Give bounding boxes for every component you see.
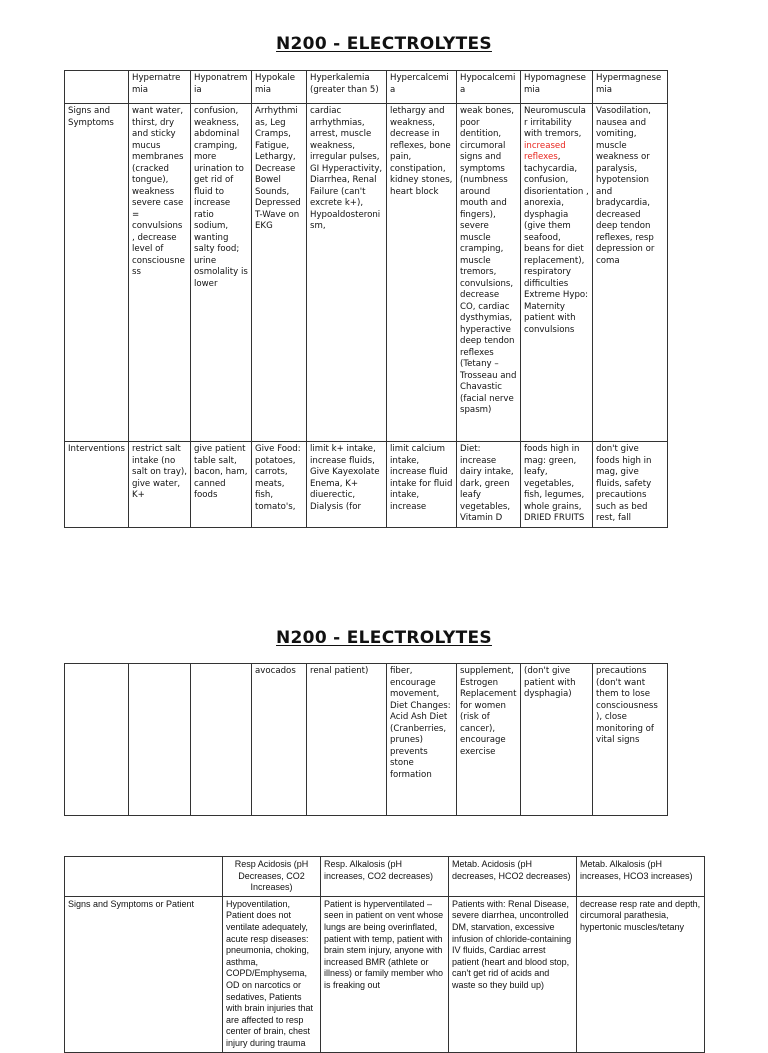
header-cell: Hypomagnesemia (521, 71, 593, 104)
row-label: Signs and Symptoms or Patient (65, 896, 223, 1052)
table-cell: Patient is hyperventilated – seen in patient on vent whose lungs are being overinflated, patient with temp, patient with brain stem injury, anyone with increased BMR (athlete or illness) or family member who is freaking out (321, 896, 449, 1052)
header-row (65, 71, 668, 104)
header-cell (65, 71, 129, 104)
acid-base-table (64, 856, 705, 1053)
header-cell: Metab. Acidosis (pH decreases, HCO2 decreases) (449, 857, 577, 897)
table-cell: Patients with: Renal Disease, severe diarrhea, uncontrolled DM, starvation, excessive infusion of chloride-containing IV fluids, Cardiac arrest patient (heart and blood stop, can't get rid of acids and waste so they build up) (449, 896, 577, 1052)
table-cell: Diet: increase dairy intake, dark, green leafy vegetables, Vitamin D (457, 442, 521, 528)
table-cell (191, 664, 252, 816)
row-label: Interventions (65, 442, 129, 528)
table-cell: restrict salt intake (no salt on tray), give water, K+ (129, 442, 191, 528)
electrolytes-table-continued (64, 663, 668, 816)
header-cell: Hypercalcemia (387, 71, 457, 104)
table-cell: fiber, encourage movement, Diet Changes: Acid Ash Diet (Cranberries, prunes) prevents stone formation (387, 664, 457, 816)
table-cell (521, 104, 593, 442)
table-cell: (don't give patient with dysphagia) (521, 664, 593, 816)
header-cell (65, 857, 223, 897)
header-cell: Resp Acidosis (pH Decreases, CO2 Increases) (223, 857, 321, 897)
table-cell: Give Food: potatoes, carrots, meats, fish, tomato's, (252, 442, 307, 528)
table-cell: limit k+ intake, increase fluids, Give Kayexolate Enema, K+ diuerectic, Dialysis (for (307, 442, 387, 528)
header-cell: Metab. Alkalosis (pH increases, HCO3 increases) (577, 857, 705, 897)
table-cell (65, 664, 129, 816)
table-cell: foods high in mag: green, leafy, vegetables, fish, legumes, whole grains, DRIED FRUITS (521, 442, 593, 528)
table-cell: give patient table salt, bacon, ham, canned foods (191, 442, 252, 528)
row-label: Signs and Symptoms (65, 104, 129, 442)
table-cell: decrease resp rate and depth, circumoral parathesia, hypertonic muscles/tetany (577, 896, 705, 1052)
electrolytes-table (64, 70, 668, 528)
signs-row (65, 104, 668, 442)
hypomag-signs-text: , tachycardia, confusion, disorientation , anorexia, dysphagia (give them seafood, beans for diet replacement), respiratory difficulties Extreme Hypo: Maternity patient with convulsions (524, 152, 589, 335)
page-title: N200 - ELECTROLYTES (276, 34, 492, 54)
header-cell: Hyperkalemia (greater than 5) (307, 71, 387, 104)
table-cell: avocados (252, 664, 307, 816)
header-cell: Hyponatremia (191, 71, 252, 104)
table-cell: Vasodilation, nausea and vomiting, muscle weakness or paralysis, hypotension and bradycardia, decreased deep tendon reflexes, resp depression or coma (593, 104, 668, 442)
header-cell: Hypocalcemia (457, 71, 521, 104)
table-cell: supplement, Estrogen Replacement for women (risk of cancer), encourage exercise (457, 664, 521, 816)
table-cell (129, 664, 191, 816)
table-cell: limit calcium intake, increase fluid intake for fluid intake, increase (387, 442, 457, 528)
header-cell: Hypokalemia (252, 71, 307, 104)
table-cell: don't give foods high in mag, give fluids, safety precautions such as bed rest, fall (593, 442, 668, 528)
table-cell: precautions (don't want them to lose consciousness ), close monitoring of vital signs (593, 664, 668, 816)
signs-row (65, 896, 705, 1052)
table-cell: Hypoventilation, Patient does not ventilate adequately, acute resp diseases: pneumonia, choking, asthma, COPD/Emphysema, OD on narcotics or sedatives, Patients with brain injuries that are affected to resp center of brain, chest injury during trauma (223, 896, 321, 1052)
page-title: N200 - ELECTROLYTES (276, 628, 492, 648)
table-cell: weak bones, poor dentition, circumoral signs and symptoms (numbness around mouth and fingers), severe muscle cramping, muscle tremors, convulsions, decrease CO, cardiac dysthymias, hyperactive deep tendon reflexes (Tetany – Trosseau and Chavastic (facial nerve spasm) (457, 104, 521, 442)
table-cell: confusion, weakness, abdominal cramping, more urination to get rid of fluid to increase ratio sodium, wanting salty food; urine osmolality is lower (191, 104, 252, 442)
header-row (65, 857, 705, 897)
table-cell: renal patient) (307, 664, 387, 816)
header-cell: Hypernatremia (129, 71, 191, 104)
header-cell: Hypermagnesemia (593, 71, 668, 104)
hypomag-signs-text: Neuromuscular irritability with tremors, (524, 106, 586, 139)
continuation-row (65, 664, 668, 816)
interventions-row (65, 442, 668, 528)
highlighted-text: increased reflexes (524, 140, 566, 162)
table-cell: cardiac arrhythmias, arrest, muscle weakness, irregular pulses, GI Hyperactivity, Diarrhea, Renal Failure (can't excrete k+), Hypoaldosteronism, (307, 104, 387, 442)
header-cell: Resp. Alkalosis (pH increases, CO2 decreases) (321, 857, 449, 897)
table-cell: lethargy and weakness, decrease in reflexes, bone pain, constipation, kidney stones, heart block (387, 104, 457, 442)
table-cell: want water, thirst, dry and sticky mucus membranes (cracked tongue), weakness severe case = convulsions , decrease level of consciousness (129, 104, 191, 442)
table-cell: Arrhythmias, Leg Cramps, Fatigue, Lethargy, Decrease Bowel Sounds, Depressed T-Wave on EKG (252, 104, 307, 442)
